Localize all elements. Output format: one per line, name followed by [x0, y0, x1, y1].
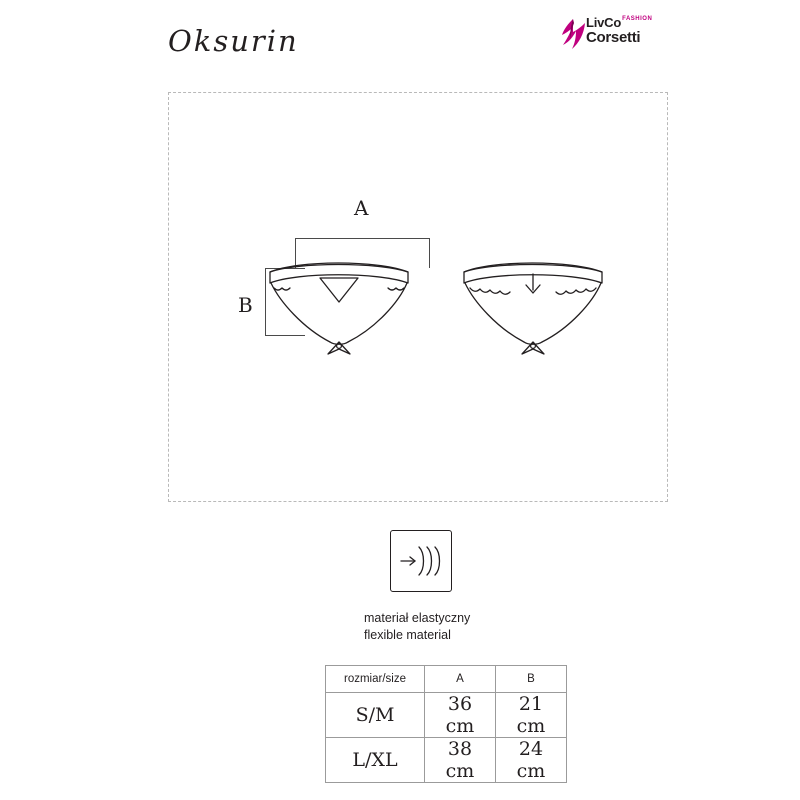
- size-table: [325, 665, 567, 783]
- brand-superscript-text: FASHION: [622, 16, 653, 22]
- table-row: [326, 693, 567, 738]
- brand-wordmark: [586, 16, 652, 45]
- size-value-b: 21 cm: [496, 693, 567, 738]
- dimension-label-b: B: [238, 293, 253, 317]
- page-title: Oksurin: [168, 24, 299, 58]
- brand-line2-text: Corsetti: [586, 28, 641, 46]
- table-header-b: B: [496, 666, 567, 693]
- dimension-label-a: A: [354, 196, 369, 220]
- material-caption-en: flexible material: [364, 627, 451, 642]
- flexible-material-icon: [390, 530, 452, 592]
- size-value-a: 38 cm: [425, 738, 496, 783]
- brand-line1-text: LivCo: [586, 15, 622, 30]
- table-header-size: rozmiar/size: [326, 666, 425, 693]
- material-caption-pl: materiał elastyczny: [364, 611, 471, 625]
- table-row: [326, 738, 567, 783]
- brand-logo: [560, 16, 664, 52]
- size-name: L/XL: [326, 738, 425, 783]
- panties-front-view-illustration: [258, 250, 418, 365]
- size-name: S/M: [326, 693, 425, 738]
- livco-butterfly-mark-icon: [560, 18, 586, 55]
- table-header-row: [326, 666, 567, 693]
- table-header-a: A: [425, 666, 496, 693]
- panties-back-view-illustration: [452, 250, 612, 365]
- size-value-a: 36 cm: [425, 693, 496, 738]
- size-value-b: 24 cm: [496, 738, 567, 783]
- material-caption: [364, 610, 584, 644]
